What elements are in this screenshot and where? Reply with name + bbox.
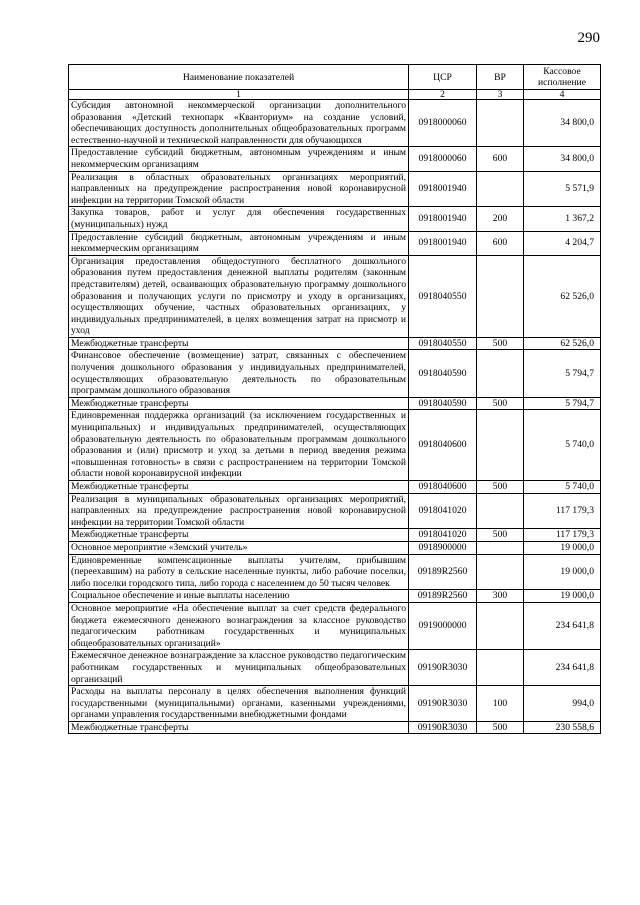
row-vr (477, 650, 524, 686)
row-vr (477, 350, 524, 397)
row-sum: 4 204,7 (524, 231, 601, 255)
row-name: Межбюджетные трансферты (69, 337, 409, 350)
row-sum: 117 179,3 (524, 493, 601, 529)
row-vr: 500 (477, 337, 524, 350)
row-vr (477, 100, 524, 147)
row-sum: 34 800,0 (524, 100, 601, 147)
row-sum: 62 526,0 (524, 337, 601, 350)
row-csr: 0918001940 (409, 231, 477, 255)
row-vr: 600 (477, 147, 524, 171)
row-csr: 0918000060 (409, 100, 477, 147)
table-row (69, 207, 601, 231)
row-vr: 600 (477, 231, 524, 255)
table-row (69, 650, 601, 686)
table-row (69, 590, 601, 603)
table-row (69, 231, 601, 255)
table-row (69, 337, 601, 350)
budget-table (68, 64, 601, 734)
row-csr: 09189R2560 (409, 590, 477, 603)
table-row (69, 147, 601, 171)
row-csr: 0918040550 (409, 255, 477, 337)
row-csr: 09189R2560 (409, 554, 477, 590)
row-name: Единовременные компенсационные выплаты учителям, прибывшим (переехавшим) на работу в сельские населенные пункты, либо рабочие поселки, либо поселки городского типа, либо города с населением до 50 тысяч человек (69, 554, 409, 590)
row-vr (477, 493, 524, 529)
row-name: Межбюджетные трансферты (69, 721, 409, 734)
row-vr (477, 255, 524, 337)
row-vr: 500 (477, 397, 524, 410)
table-row (69, 686, 601, 722)
row-name: Реализация в муниципальных образовательных организациях мероприятий, направленных на предупреждение распространения новой коронавирусной инфекции на территории Томской области (69, 493, 409, 529)
row-name: Предоставление субсидий бюджетным, автономным учреждениям и иным некоммерческим организациям (69, 231, 409, 255)
row-csr: 09190R3030 (409, 686, 477, 722)
row-csr: 0918040590 (409, 350, 477, 397)
table-row (69, 602, 601, 649)
table-row (69, 541, 601, 554)
table-row (69, 481, 601, 494)
row-sum: 5 740,0 (524, 481, 601, 494)
table-row (69, 529, 601, 542)
column-number: 4 (524, 90, 601, 100)
row-csr: 0918041020 (409, 493, 477, 529)
row-sum: 994,0 (524, 686, 601, 722)
row-vr: 500 (477, 721, 524, 734)
row-vr: 500 (477, 529, 524, 542)
row-name: Субсидия автономной некоммерческой организации дополнительного образования «Детский технопарк «Кванториум» на создание условий, обеспечивающих доступность дополнительных общеобразовательных программ естественно-научной и технической направленности для обучающихся (69, 100, 409, 147)
row-csr: 0918000060 (409, 147, 477, 171)
column-number-row (69, 90, 601, 100)
row-sum: 5 794,7 (524, 397, 601, 410)
row-name: Межбюджетные трансферты (69, 397, 409, 410)
row-name: Основное мероприятие «На обеспечение выплат за счет средств федерального бюджета ежемесячного денежного вознаграждения за классное руководство педагогическим работникам государственных и муниципальных общеобразовательных организаций» (69, 602, 409, 649)
row-name: Основное мероприятие «Земский учитель» (69, 541, 409, 554)
table-row (69, 100, 601, 147)
table-row (69, 721, 601, 734)
row-name: Социальное обеспечение и иные выплаты населению (69, 590, 409, 603)
row-vr (477, 602, 524, 649)
row-sum: 230 558,6 (524, 721, 601, 734)
row-sum: 234 641,8 (524, 602, 601, 649)
row-csr: 0918001940 (409, 171, 477, 207)
row-name: Предоставление субсидий бюджетным, автономным учреждениям и иным некоммерческим организациям (69, 147, 409, 171)
column-number: 3 (477, 90, 524, 100)
page-number: 290 (577, 30, 600, 46)
row-csr: 0918001940 (409, 207, 477, 231)
row-vr: 100 (477, 686, 524, 722)
row-sum: 19 000,0 (524, 541, 601, 554)
row-name: Ежемесячное денежное вознаграждение за классное руководство педагогическим работникам государственных и муниципальных общеобразовательных организаций (69, 650, 409, 686)
row-sum: 19 000,0 (524, 590, 601, 603)
row-vr (477, 541, 524, 554)
row-vr (477, 554, 524, 590)
column-number: 1 (69, 90, 409, 100)
row-csr: 0918041020 (409, 529, 477, 542)
row-name: Межбюджетные трансферты (69, 529, 409, 542)
row-vr: 300 (477, 590, 524, 603)
header-vr: ВР (477, 65, 524, 90)
table-header-row (69, 65, 601, 90)
row-sum: 5 740,0 (524, 410, 601, 481)
row-csr: 0918040600 (409, 481, 477, 494)
row-name: Единовременная поддержка организаций (за исключением государственных и муниципальных) и индивидуальных предпринимателей, осуществляющих образовательную деятельность по образовательным программам дошкольного образования и (или) присмотр и уход за детьми в период введения режима «повышенная готовность» в связи с распространением на территории Томской области новой коронавирусной инфекции (69, 410, 409, 481)
table-row (69, 171, 601, 207)
table-row (69, 350, 601, 397)
row-sum: 5 794,7 (524, 350, 601, 397)
table-body (69, 100, 601, 734)
row-sum: 19 000,0 (524, 554, 601, 590)
row-sum: 234 641,8 (524, 650, 601, 686)
header-sum: Кассовое исполнение (524, 65, 601, 90)
table-row (69, 493, 601, 529)
row-sum: 34 800,0 (524, 147, 601, 171)
row-csr: 0919000000 (409, 602, 477, 649)
row-csr: 09190R3030 (409, 721, 477, 734)
table-row (69, 255, 601, 337)
row-csr: 09190R3030 (409, 650, 477, 686)
row-sum: 117 179,3 (524, 529, 601, 542)
column-number: 2 (409, 90, 477, 100)
table-row (69, 410, 601, 481)
row-vr: 500 (477, 481, 524, 494)
row-sum: 1 367,2 (524, 207, 601, 231)
table-row (69, 554, 601, 590)
row-name: Финансовое обеспечение (возмещение) затрат, связанных с обеспечением получения дошкольного образования у индивидуальных предпринимателей, осуществляющих образовательную деятельность по образовательным программам дошкольного образования (69, 350, 409, 397)
row-vr (477, 410, 524, 481)
row-name: Реализация в областных образовательных организациях мероприятий, направленных на предупреждение распространения новой коронавирусной инфекции на территории Томской области (69, 171, 409, 207)
row-csr: 0918040600 (409, 410, 477, 481)
row-name: Расходы на выплаты персоналу в целях обеспечения выполнения функций государственными (муниципальными) органами, казенными учреждениями, органами управления государственными внебюджетными фондами (69, 686, 409, 722)
row-csr: 0918040550 (409, 337, 477, 350)
table-row (69, 397, 601, 410)
header-name: Наименование показателей (69, 65, 409, 90)
row-csr: 0918900000 (409, 541, 477, 554)
row-sum: 5 571,9 (524, 171, 601, 207)
row-name: Межбюджетные трансферты (69, 481, 409, 494)
row-name: Организация предоставления общедоступного бесплатного дошкольного образования путем предоставления денежной выплаты родителям (законным представителям) детей, осваивающих образовательную программу дошкольного образования и получающих услуги по присмотру и уходу в организациях, осуществляющих обучение, частных образовательных организациях, у индивидуальных предпринимателей, в целях возмещения затрат на присмотр и уход (69, 255, 409, 337)
row-csr: 0918040590 (409, 397, 477, 410)
row-name: Закупка товаров, работ и услуг для обеспечения государственных (муниципальных) нужд (69, 207, 409, 231)
row-vr (477, 171, 524, 207)
row-sum: 62 526,0 (524, 255, 601, 337)
header-csr: ЦСР (409, 65, 477, 90)
row-vr: 200 (477, 207, 524, 231)
